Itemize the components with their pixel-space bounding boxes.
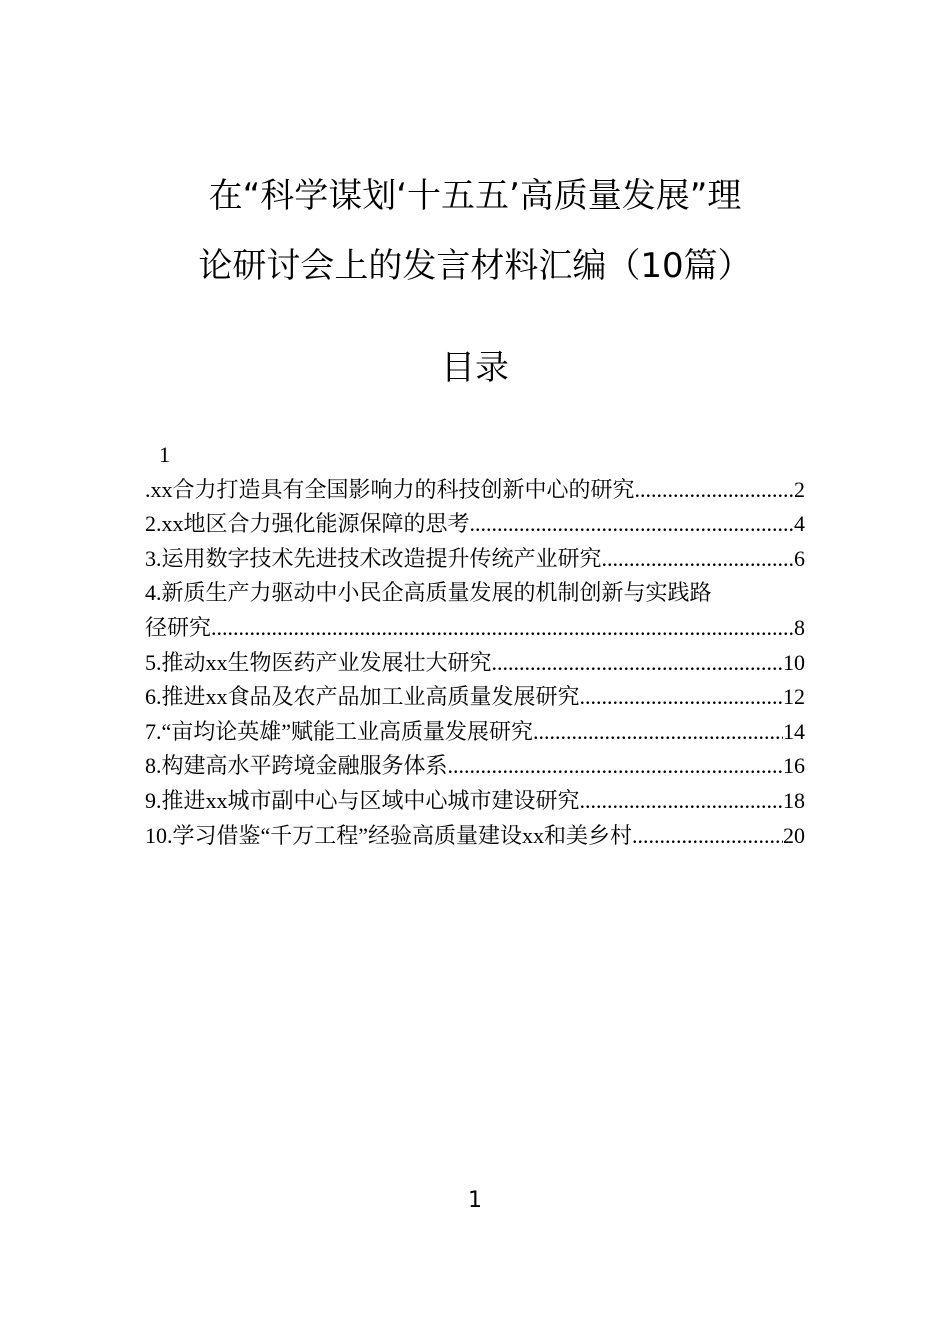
toc-entry-10[interactable] [145, 819, 805, 854]
toc-entry-title: 9.推进xx城市副中心与区域中心城市建设研究 [145, 787, 580, 813]
toc-entry-6[interactable] [145, 680, 805, 715]
toc-leader-dots [211, 611, 794, 646]
toc-leader-dots [533, 715, 783, 750]
toc-entry-page: 16 [783, 753, 805, 779]
page-number: 1 [468, 1188, 482, 1213]
toc-entry-title: 径研究 [145, 614, 212, 640]
toc-leader-dots [580, 784, 783, 819]
toc-entry-4[interactable] [145, 611, 805, 646]
toc-leader-dots [470, 507, 794, 542]
toc-entry-page: 2 [794, 476, 805, 502]
toc-leader-dots [635, 473, 794, 508]
toc-entry-title: 3.运用数字技术先进技术改造提升传统产业研究 [145, 545, 602, 571]
toc-entry-page: 12 [783, 684, 805, 710]
toc-entry-page: 4 [794, 511, 805, 537]
toc-heading: 目录 [441, 348, 509, 388]
toc-entry-title: 2.xx地区合力强化能源保障的思考 [145, 511, 470, 537]
toc-entry-7[interactable] [145, 715, 805, 750]
toc-entry-page: 18 [783, 787, 805, 813]
toc-entry-3[interactable] [145, 542, 805, 577]
toc-entry-page: 20 [783, 822, 805, 848]
toc-entry-1-number: 1 [159, 442, 170, 467]
toc-leader-dots [492, 646, 783, 681]
document-title-line-1: 在“科学谋划‘十五五’高质量发展”理 [208, 176, 742, 216]
document-title-line-2: 论研讨会上的发言材料汇编（10篇） [198, 246, 752, 286]
toc-entry-title: 8.构建高水平跨境金融服务体系 [145, 753, 448, 779]
toc-entry-title: 6.推进xx食品及农产品加工业高质量发展研究 [145, 684, 580, 710]
toc-entry-page: 10 [783, 649, 805, 675]
toc-entry-page: 14 [783, 718, 805, 744]
toc-entry-page: 8 [794, 614, 805, 640]
toc-entry-2[interactable] [145, 507, 805, 542]
toc-entry-page: 6 [794, 545, 805, 571]
toc-entry-9[interactable] [145, 784, 805, 819]
toc-leader-dots [602, 542, 794, 577]
toc-leader-dots [580, 680, 783, 715]
toc-entry-title: 7.“亩均论英雄”赋能工业高质量发展研究 [145, 718, 534, 744]
toc-entry-5[interactable] [145, 646, 805, 681]
toc-entry-title: .xx合力打造具有全国影响力的科技创新中心的研究 [145, 476, 635, 502]
toc-entry-4-first-line[interactable]: 4.新质生产力驱动中小民企高质量发展的机制创新与实践路 [145, 580, 712, 606]
toc-entry-title: 10.学习借鉴“千万工程”经验高质量建设xx和美乡村 [145, 822, 633, 848]
table-of-contents [145, 438, 805, 853]
toc-entry-8[interactable] [145, 749, 805, 784]
toc-entry-title: 5.推动xx生物医药产业发展壮大研究 [145, 649, 492, 675]
toc-leader-dots [632, 819, 783, 854]
toc-entry-1[interactable] [145, 473, 805, 508]
toc-leader-dots [448, 749, 783, 784]
